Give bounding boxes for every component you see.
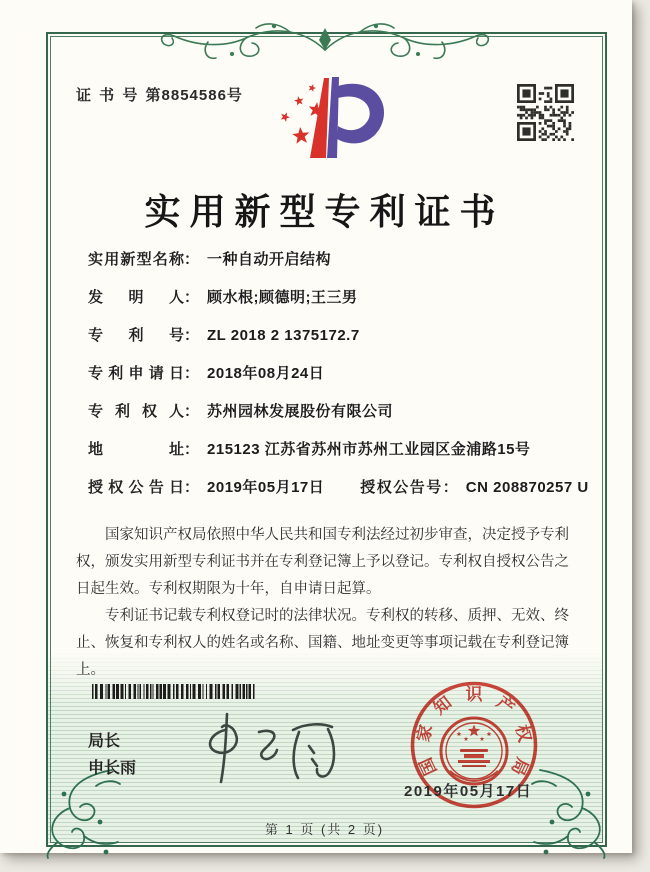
legal-text [76,522,576,684]
field-colon: ： [184,289,200,306]
top-floral-ornament-icon [150,16,500,70]
field-row-filing-date [88,363,588,384]
field-label: 专利申请日 [88,365,184,382]
field-row-patentee [88,401,588,422]
legal-paragraph-1: 国家知识产权局依照中华人民共和国专利法经过初步审查，决定授予专利权，颁发实用新型专利证书并在专利登记簿上予以登记。专利权自授权公告之日起生效。专利权期限为十年，自申请日起算。 [76,527,569,597]
svg-text:识: 识 [465,685,483,704]
field-list [88,249,588,515]
svg-text:家: 家 [413,722,437,744]
grant-no-value: CN 208870257 U [465,479,589,496]
certificate-number-label: 证 书 号 [76,87,140,104]
field-value: 一种自动开启结构 [207,251,332,268]
grant-no-pair [360,479,588,496]
page-number: 第 1 页 (共 2 页) [264,822,385,837]
national-emblem-icon [441,718,507,784]
field-colon: ： [442,479,458,496]
field-colon: ： [184,403,200,420]
field-row-inventors [88,287,588,308]
field-colon: ： [184,327,200,344]
signer-block [88,728,136,782]
grant-no-label: 授权公告号 [360,479,443,496]
signer-name: 申长雨 [88,760,137,777]
certificate-title: 实用新型专利证书 [144,192,505,232]
field-value: 苏州园林发展股份有限公司 [207,403,394,420]
field-value: 顾水根;顾德明;王三男 [207,289,358,306]
field-value: 2018年08月24日 [207,365,325,382]
svg-text:知: 知 [430,692,456,719]
field-colon: ： [184,441,200,458]
signer-title: 局长 [88,733,121,750]
field-colon: ： [184,479,200,496]
sipo-patent-office-logo [268,74,396,176]
legal-paragraph-2: 专利证书记载专利权登记时的法律状况。专利权的转移、质押、无效、终止、恢复和专利权人的姓名或名称、国籍、地址变更等事项记载在专利登记簿上。 [76,608,569,678]
field-row-grant [88,477,588,498]
field-colon: ： [184,251,200,268]
field-label: 地址 [88,441,184,458]
field-label: 授权公告日 [88,479,184,496]
field-row-patent-no [88,325,588,346]
field-label: 专利权人 [88,403,184,420]
seal-date: 2019年05月17日 [404,783,533,800]
field-row-name [88,249,588,270]
svg-text:局: 局 [507,754,532,779]
certificate-number-value: 第8854586号 [145,87,243,104]
svg-text:权: 权 [511,722,535,744]
svg-text:产: 产 [492,692,518,719]
field-label: 实用新型名称 [88,251,184,268]
qr-code-icon [517,84,574,141]
svg-text:国: 国 [416,754,441,779]
field-row-address [88,439,588,460]
field-label: 发明人 [88,289,184,306]
field-colon: ： [184,365,200,382]
field-label: 专利号 [88,327,184,344]
field-value: ZL 2018 2 1375172.7 [207,327,360,344]
barcode-icon [92,684,256,699]
field-value: 215123 江苏省苏州市苏州工业园区金浦路15号 [207,441,531,458]
handwritten-signature [195,706,350,790]
grant-date-value: 2019年05月17日 [207,479,325,496]
certificate-number [76,84,243,105]
